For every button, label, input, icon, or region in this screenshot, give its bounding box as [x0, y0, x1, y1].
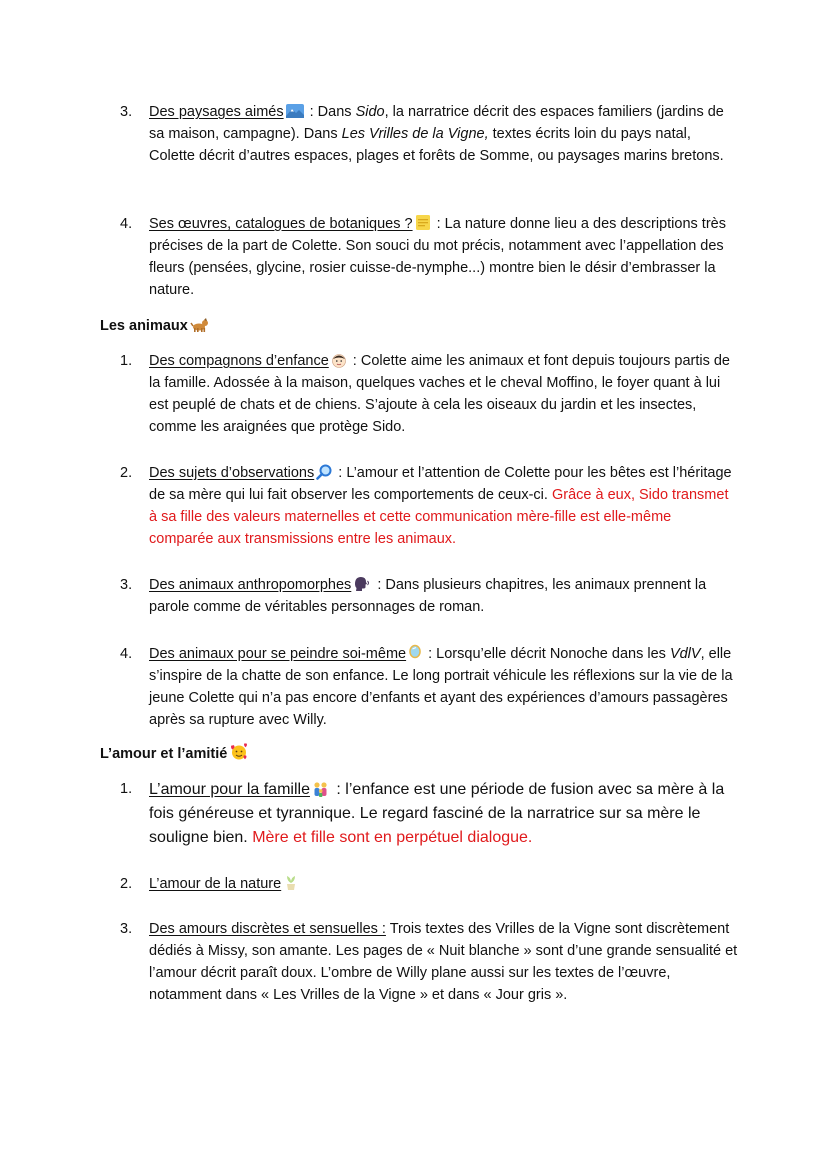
item-title: Des animaux pour se peindre soi-même: [149, 646, 407, 662]
highlighted-text: Grâce à eux, Sido transmet à sa fille des valeurs maternelles et cette communication mère-fille est elle-même comparée aux transmissions entre les animaux.: [149, 487, 729, 547]
section-heading-animaux: Les animaux: [100, 315, 212, 337]
list-item-text: [149, 873, 739, 895]
speaking-head-icon: [353, 576, 371, 592]
item-title: Des compagnons d’enfance: [149, 353, 329, 369]
list-item-text: Des compagnons d’enfance : Colette aime les animaux et font depuis toujours partis de la famille. Adossée à la maison, quelques vaches et le cheval Moffino, le foyer quant à lui est peuplé de chats et de chiens. S’ajoute à cela les oiseaux du jardin et les insectes, comme les araignées que protège Sido.: [149, 353, 730, 435]
child-icon: [331, 352, 347, 368]
list-number: 1.: [120, 781, 133, 797]
item-title: Des sujets d’observations: [149, 465, 315, 481]
list-item-text: L’amour pour la famille : l’enfance est une période de fusion avec sa mère à la fois généreuse et tyrannique. Le regard fasciné de la narratrice sur sa mère le souligne bien. Mère et fille sont en perpétuel dialogue.: [149, 781, 725, 846]
list-item-text: Ses œuvres, catalogues de botaniques ? : La nature donne lieu a des descriptions très précises de la part de Colette. Son souci du mot précis, notamment avec l’appellation des fleurs (pensées, glycine, rosier cuisse-de-nymphe...) montre bien le désir d’embrasser la nature.: [149, 216, 726, 298]
list-number: 3.: [120, 921, 133, 937]
section-heading-amour: L’amour et l’amitié: [100, 743, 251, 765]
magnifier-icon: [316, 464, 332, 480]
dog-icon: [190, 317, 210, 333]
list-number: 2.: [120, 876, 133, 892]
notepad-icon: [415, 214, 431, 231]
potted-plant-icon: [283, 874, 299, 891]
list-number: 4.: [120, 216, 133, 232]
list-number: 3.: [120, 104, 133, 120]
item-title: Des amours discrètes et sensuelles :: [149, 921, 386, 937]
landscape-icon: [286, 103, 304, 119]
family-icon: [312, 781, 330, 797]
highlighted-text: Mère et fille sont en perpétuel dialogue.: [252, 829, 533, 846]
list-number: 4.: [120, 646, 133, 662]
list-number: 3.: [120, 577, 133, 593]
list-item-text: Des sujets d’observations : L’amour et l’attention de Colette pour les bêtes est l’héritage de sa mère qui lui fait observer les comportements de ceux-ci. Grâce à eux, Sido transmet à sa fille des valeurs maternelles et cette communication mère-fille est elle-même comparée aux transmissions entre les animaux.: [149, 465, 732, 547]
list-item-text: Des animaux pour se peindre soi-même : Lorsqu’elle décrit Nonoche dans les VdlV, elle s’inspire de la chatte de son enfance. Le long portrait véhicule les réflexions sur la vie de la jeune Colette qui n’a pas encore d’enfants et ayant des expériences d’amours passagères après sa rupture avec Willy.: [149, 646, 733, 728]
item-title: L’amour de la nature: [149, 876, 282, 892]
list-item-text: Des animaux anthropomorphes : Dans plusieurs chapitres, les animaux prennent la parole comme de véritables personnages de roman.: [149, 577, 707, 615]
item-title: L’amour pour la famille: [149, 781, 310, 798]
list-item-text: Des amours discrètes et sensuelles : Trois textes des Vrilles de la Vigne sont discrètement dédiés à Missy, son amante. Les pages de « Nuit blanche » sont d’une grande sensualité et l’amour décrit paraît doux. L’ombre de Willy plane aussi sur les textes de l’œuvre, notamment dans « Les Vrilles de la Vigne » et dans « Jour gris ».: [149, 921, 738, 1003]
list-number: 2.: [120, 465, 133, 481]
hearts-face-icon: [229, 743, 249, 761]
list-number: 1.: [120, 353, 133, 369]
item-title: Ses œuvres, catalogues de botaniques ?: [149, 216, 413, 232]
item-title: Des animaux anthropomorphes: [149, 577, 352, 593]
list-item-text: Des paysages aimés : Dans Sido, la narratrice décrit des espaces familiers (jardins de sa maison, campagne). Dans Les Vrilles de la Vigne, textes écrits loin du pays natal, Colette décrit d’autres espaces, plages et forêts de Somme, ou paysages marins bretons.: [149, 104, 724, 164]
item-title: Des paysages aimés: [149, 104, 284, 120]
mirror-icon: [408, 644, 422, 661]
